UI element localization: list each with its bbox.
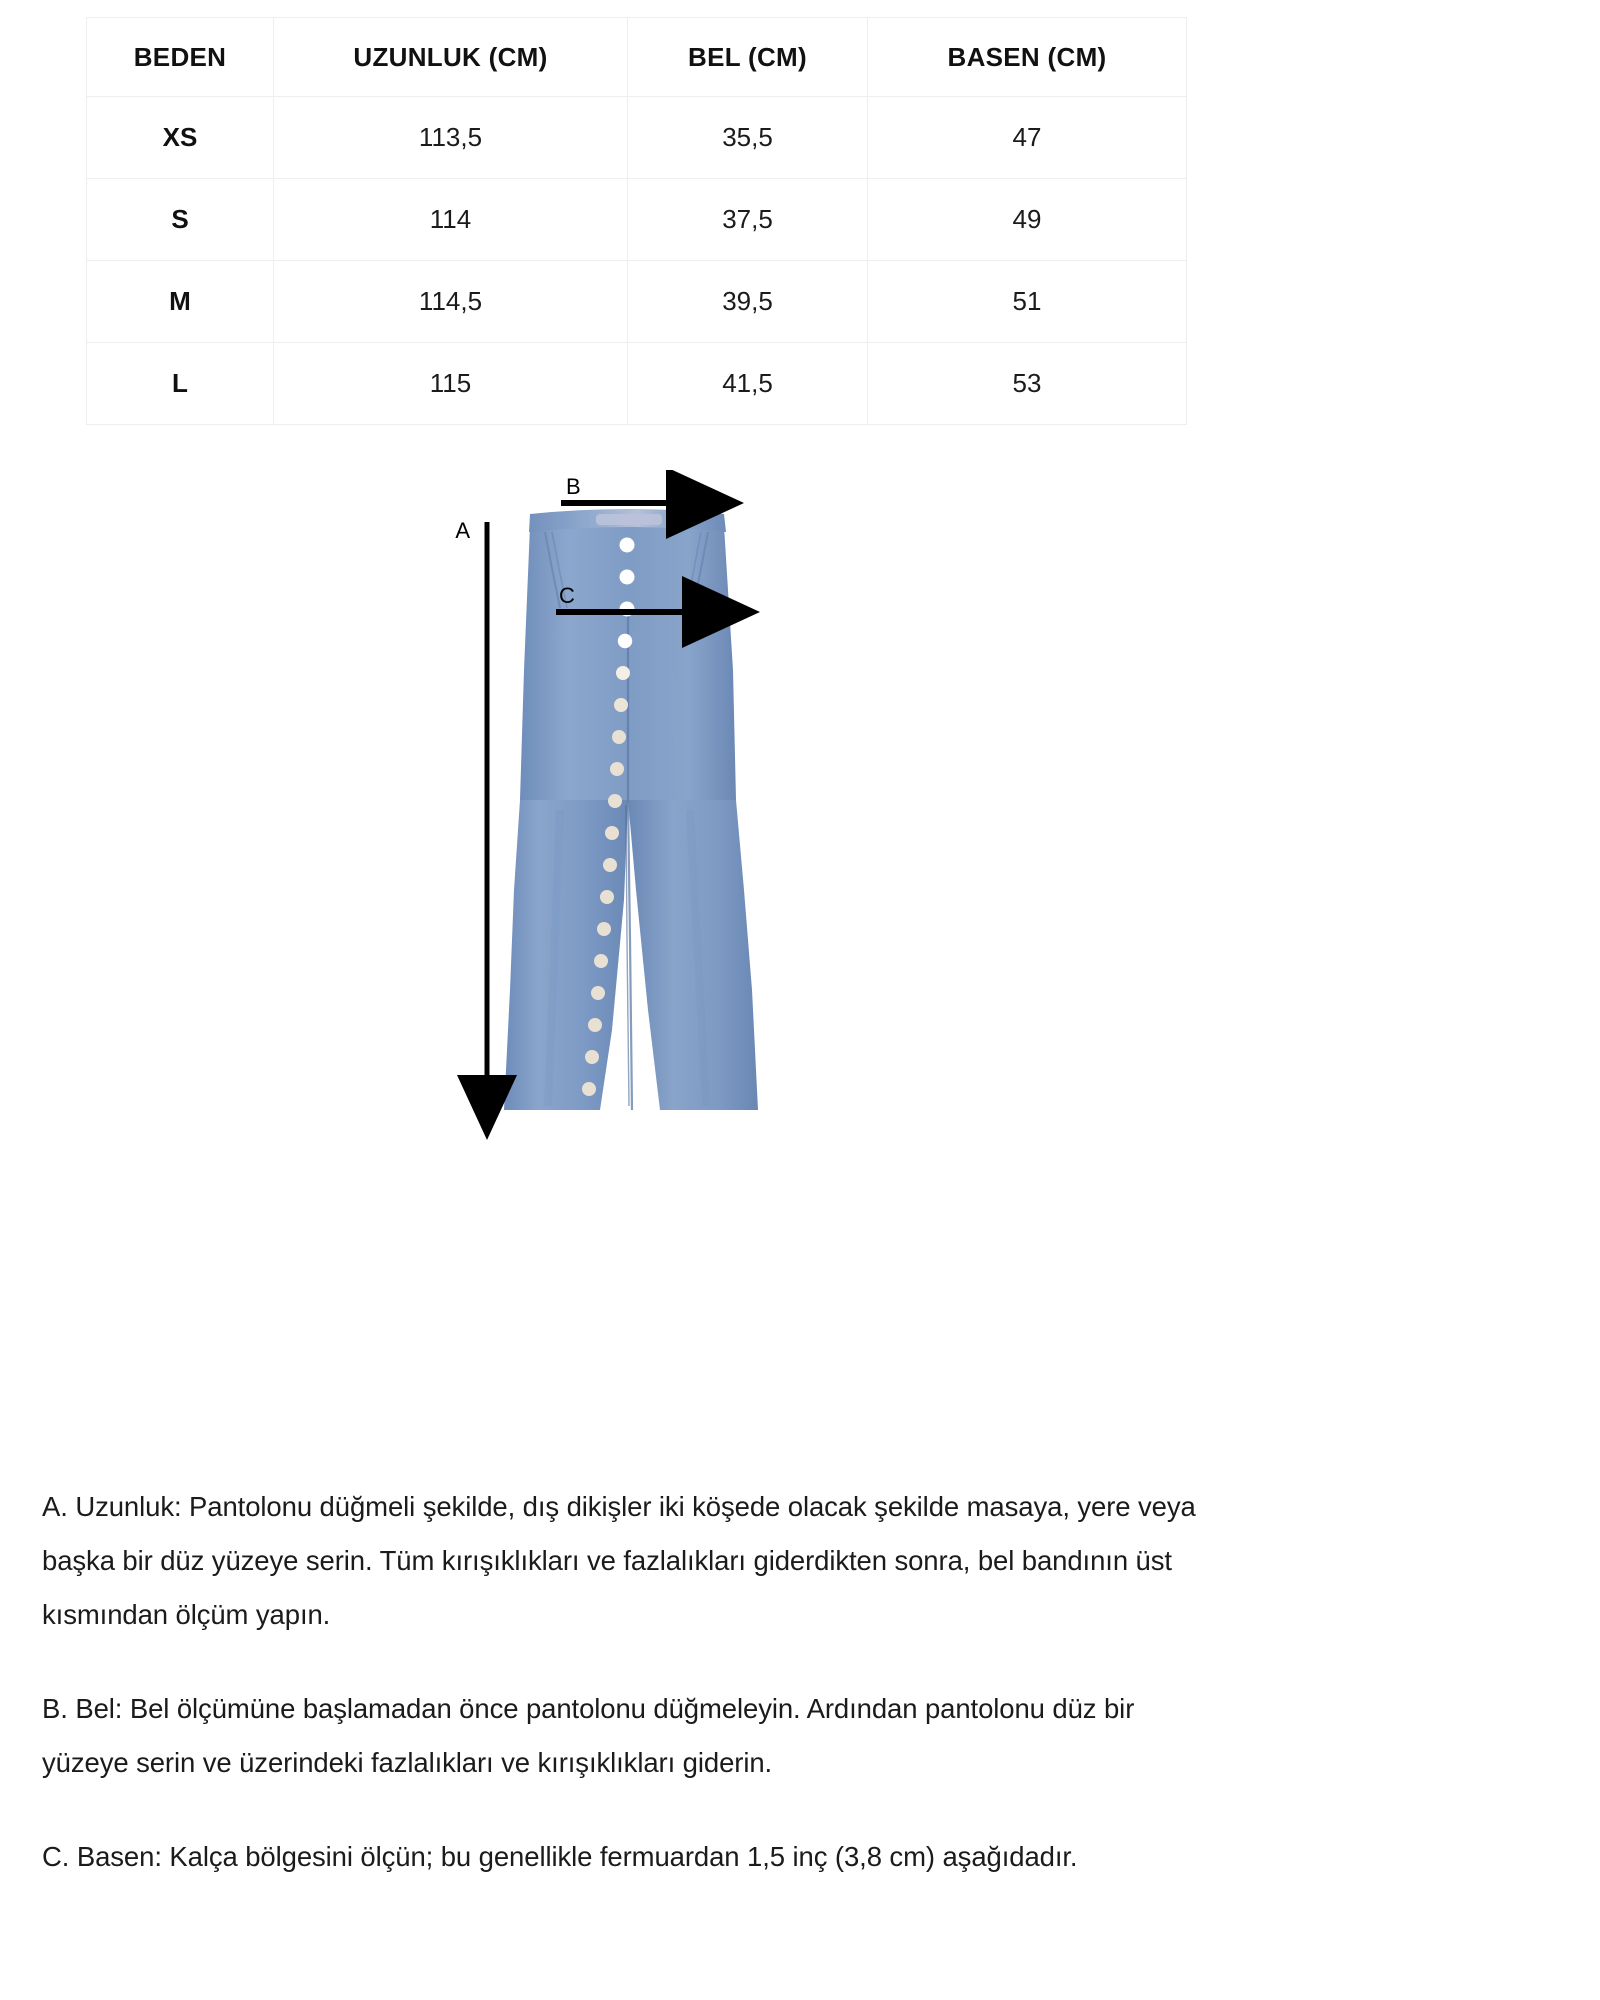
cell-beden: XS xyxy=(87,97,274,179)
cell-beden: M xyxy=(87,261,274,343)
pants-illustration xyxy=(504,509,758,1110)
column-header-basen: BASEN (CM) xyxy=(868,18,1187,97)
cell-uzunluk: 114,5 xyxy=(274,261,628,343)
cell-basen: 49 xyxy=(868,179,1187,261)
table-row xyxy=(87,343,1187,425)
cell-bel: 39,5 xyxy=(628,261,868,343)
measurement-diagram xyxy=(0,470,1248,1150)
cell-uzunluk: 113,5 xyxy=(274,97,628,179)
cell-beden: S xyxy=(87,179,274,261)
table-row xyxy=(87,179,1187,261)
measure-label-a: A xyxy=(455,518,470,543)
instruction-paragraph-b: B. Bel: Bel ölçümüne başlamadan önce pantolonu düğmeleyin. Ardından pantolonu düz bir yüzeye serin ve üzerindeki fazlalıkları ve kırışıklıkları giderin. xyxy=(42,1693,1135,1778)
size-chart-container xyxy=(86,17,1186,425)
measure-label-c: C xyxy=(559,583,575,608)
cell-beden: L xyxy=(87,343,274,425)
measure-label-b: B xyxy=(566,474,581,499)
column-header-beden: BEDEN xyxy=(87,18,274,97)
table-row xyxy=(87,261,1187,343)
cell-bel: 35,5 xyxy=(628,97,868,179)
cell-basen: 47 xyxy=(868,97,1187,179)
cell-uzunluk: 115 xyxy=(274,343,628,425)
instruction-paragraph-a: A. Uzunluk: Pantolonu düğmeli şekilde, dış dikişler iki köşede olacak şekilde masaya, yere veya başka bir düz yüzeye serin. Tüm kırışıklıkları ve fazlalıkları giderdikten sonra, bel bandının üst kısmından ölçüm yapın. xyxy=(42,1491,1196,1630)
table-row xyxy=(87,97,1187,179)
table-header-row xyxy=(87,18,1187,97)
size-chart-table xyxy=(86,17,1187,425)
column-header-bel: BEL (CM) xyxy=(628,18,868,97)
instructions-block xyxy=(42,1480,1222,1884)
column-header-uzunluk: UZUNLUK (CM) xyxy=(274,18,628,97)
cell-basen: 51 xyxy=(868,261,1187,343)
cell-bel: 37,5 xyxy=(628,179,868,261)
cell-uzunluk: 114 xyxy=(274,179,628,261)
instruction-paragraph-c: C. Basen: Kalça bölgesini ölçün; bu genellikle fermuardan 1,5 inç (3,8 cm) aşağıdadır. xyxy=(42,1841,1078,1872)
cell-basen: 53 xyxy=(868,343,1187,425)
cell-bel: 41,5 xyxy=(628,343,868,425)
